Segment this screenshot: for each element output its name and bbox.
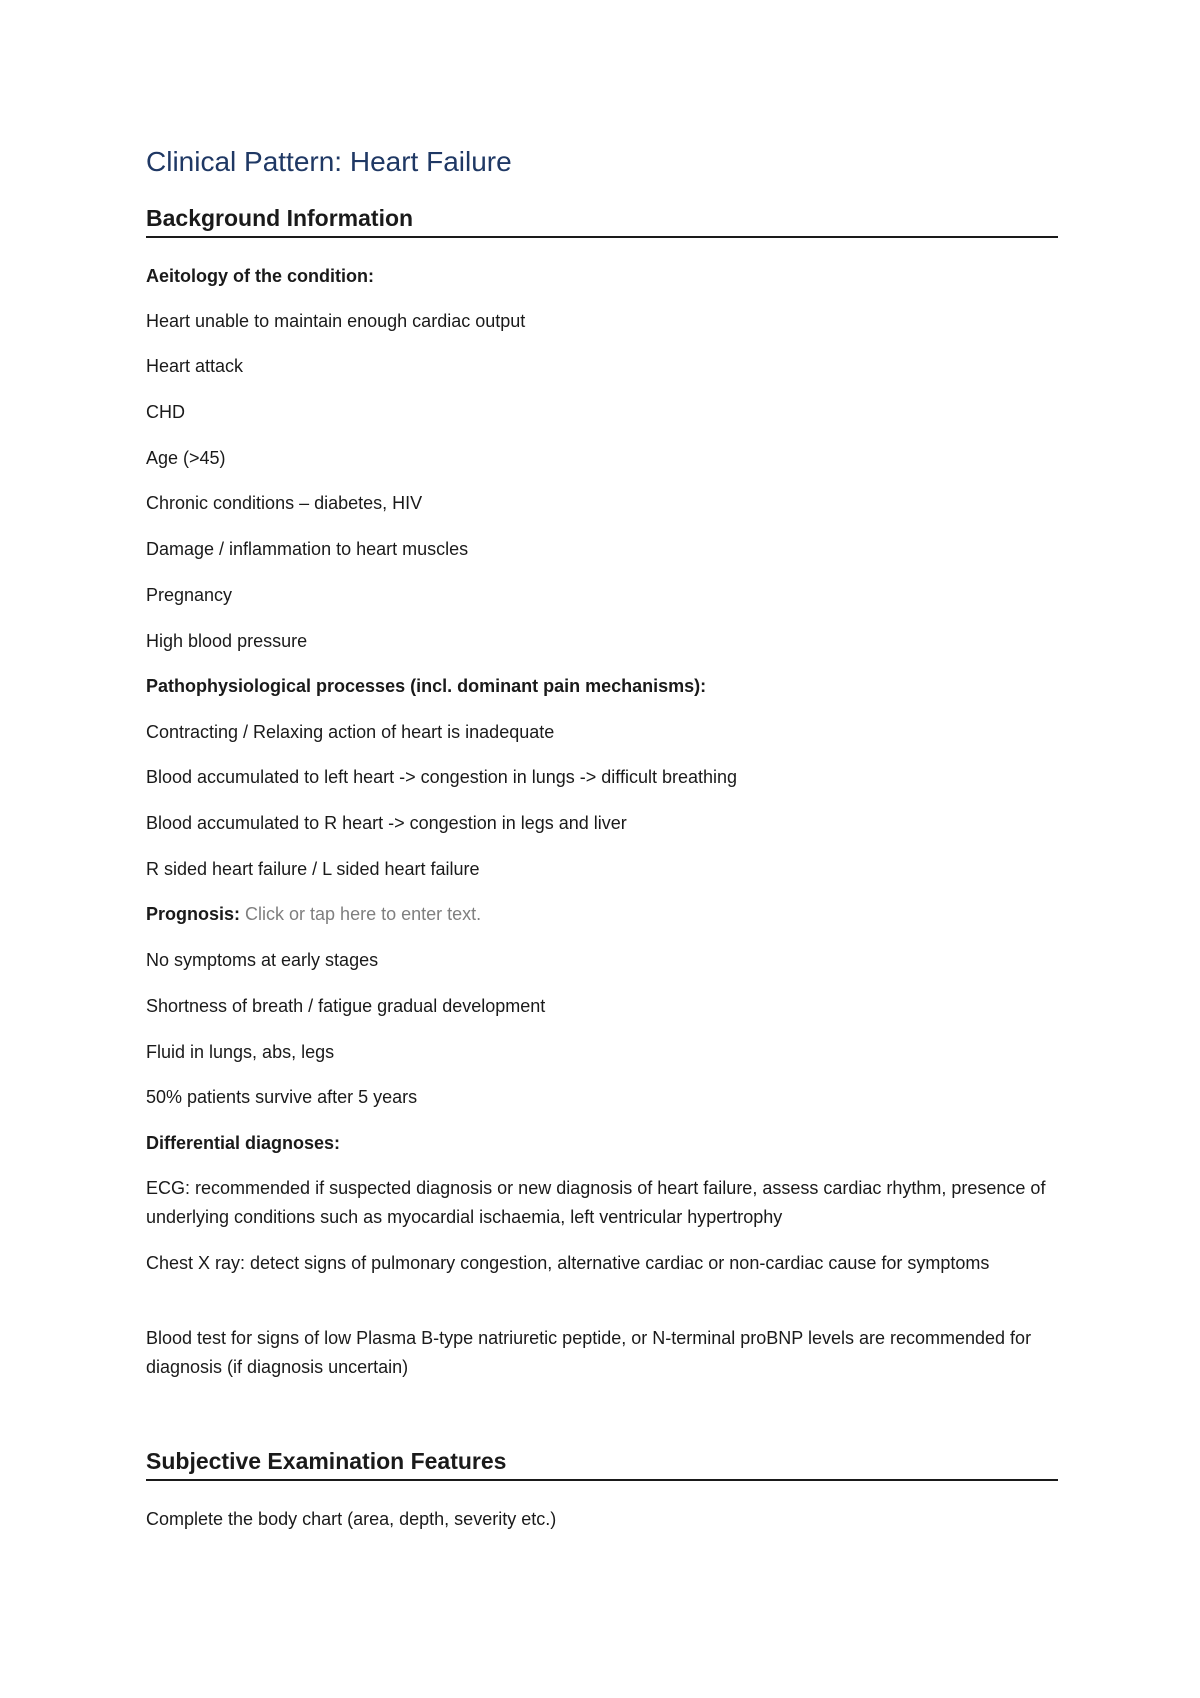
prognosis-text-field[interactable]: Click or tap here to enter text. bbox=[245, 904, 482, 924]
background-information-heading: Background Information bbox=[146, 205, 1058, 238]
aetiology-item: Damage / inflammation to heart muscles bbox=[146, 539, 469, 559]
pathophysiology-label: Pathophysiological processes (incl. dominant pain mechanisms): bbox=[146, 676, 707, 696]
differential-diagnoses-label: Differential diagnoses: bbox=[146, 1133, 341, 1153]
document-title: Clinical Pattern: Heart Failure bbox=[146, 146, 512, 177]
aetiology-item: Heart unable to maintain enough cardiac output bbox=[146, 311, 526, 331]
pathophysiology-item: Contracting / Relaxing action of heart is inadequate bbox=[146, 722, 555, 742]
subjective-examination-heading: Subjective Examination Features bbox=[146, 1448, 1058, 1481]
prognosis-label: Prognosis: bbox=[146, 904, 241, 924]
prognosis-item: Shortness of breath / fatigue gradual development bbox=[146, 996, 546, 1016]
pathophysiology-item: Blood accumulated to left heart -> congestion in lungs -> difficult breathing bbox=[146, 767, 738, 787]
aetiology-label: Aeitology of the condition: bbox=[146, 266, 374, 286]
prognosis-item: 50% patients survive after 5 years bbox=[146, 1087, 418, 1107]
differential-diagnosis-item: ECG: recommended if suspected diagnosis or new diagnosis of heart failure, assess cardiac rhythm, presence of underlying conditions such as myocardial ischaemia, left ventricular hypertrophy bbox=[146, 1178, 1046, 1227]
aetiology-item: High blood pressure bbox=[146, 631, 308, 651]
pathophysiology-item: Blood accumulated to R heart -> congestion in legs and liver bbox=[146, 813, 627, 833]
aetiology-item: Age (>45) bbox=[146, 448, 226, 468]
aetiology-item: Heart attack bbox=[146, 356, 244, 376]
aetiology-item: Pregnancy bbox=[146, 585, 233, 605]
subjective-item: Complete the body chart (area, depth, severity etc.) bbox=[146, 1509, 557, 1529]
aetiology-item: CHD bbox=[146, 402, 185, 422]
aetiology-item: Chronic conditions – diabetes, HIV bbox=[146, 493, 423, 513]
differential-diagnosis-item: Blood test for signs of low Plasma B-type natriuretic peptide, or N-terminal proBNP levels are recommended for diagnosis (if diagnosis uncertain) bbox=[146, 1328, 1032, 1377]
prognosis-row bbox=[146, 900, 1058, 929]
prognosis-item: No symptoms at early stages bbox=[146, 950, 379, 970]
pathophysiology-item: R sided heart failure / L sided heart failure bbox=[146, 859, 480, 879]
differential-diagnosis-item: Chest X ray: detect signs of pulmonary congestion, alternative cardiac or non-cardiac cause for symptoms bbox=[146, 1253, 990, 1273]
prognosis-item: Fluid in lungs, abs, legs bbox=[146, 1042, 335, 1062]
